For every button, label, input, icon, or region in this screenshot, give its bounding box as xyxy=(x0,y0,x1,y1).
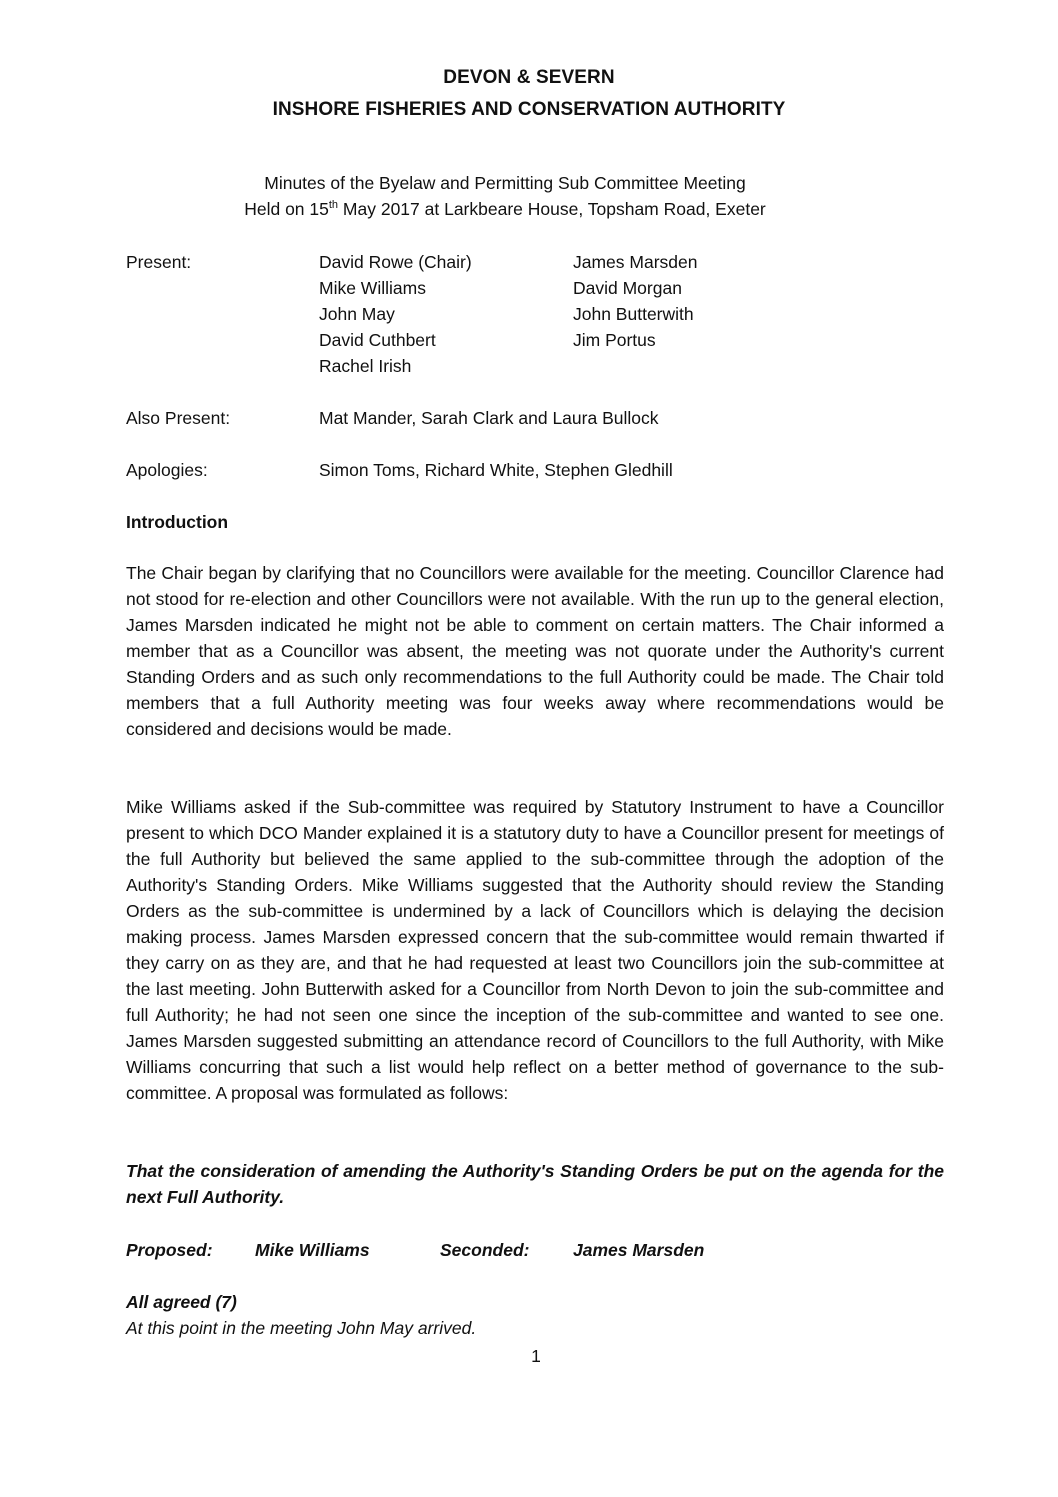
document-title-line-1: DEVON & SEVERN xyxy=(443,67,615,88)
present-label: Present: xyxy=(126,252,192,272)
also-present-label: Also Present: xyxy=(126,408,231,428)
document-title-line-2: INSHORE FISHERIES AND CONSERVATION AUTHORITY xyxy=(272,99,786,120)
proposed-label: Proposed: xyxy=(126,1240,213,1260)
vote-result: All agreed (7) xyxy=(126,1292,237,1312)
meeting-title: Minutes of the Byelaw and Permitting Sub Committee Meeting xyxy=(264,173,746,193)
meeting-date-rest: May 2017 at Larkbeare House, Topsham Road, Exeter xyxy=(338,199,766,219)
date-ordinal-suffix: th xyxy=(328,199,339,212)
present-list-column-2 xyxy=(573,249,698,353)
meeting-note: At this point in the meeting John May arrived. xyxy=(126,1318,477,1338)
present-list-column-1 xyxy=(319,249,472,379)
present-member: Jim Portus xyxy=(573,330,656,350)
apologies-value: Simon Toms, Richard White, Stephen Gledhill xyxy=(319,460,673,480)
present-member: David Rowe (Chair) xyxy=(319,252,472,272)
present-member: David Cuthbert xyxy=(319,330,436,350)
apologies-label: Apologies: xyxy=(126,460,208,480)
motion-text: That the consideration of amending the Authority's Standing Orders be put on the agenda for the next Full Authority. xyxy=(126,1161,944,1207)
present-member: Mike Williams xyxy=(319,278,426,298)
proposed-name: Mike Williams xyxy=(255,1240,370,1260)
introduction-paragraph-2: Mike Williams asked if the Sub-committee was required by Statutory Instrument to have a Councillor present to which DCO Mander explained it is a statutory duty to have a Councillor present for meetings of the full Authority but believed the same applied to the sub-committee through the adoption of the Authority's Standing Orders. Mike Williams suggested that the Authority should review the Standing Orders as the sub-committee is undermined by a lack of Councillors which is delaying the decision making process. James Marsden expressed concern that the sub-committee would remain thwarted if they carry on as they are, and that he had requested at least two Councillors join the sub-committee at the last meeting. John Butterwith asked for a Councillor from North Devon to join the sub-committee and full Authority; he had not seen one since the inception of the sub-committee and wanted to see one. James Marsden suggested submitting an attendance record of Councillors to the full Authority, with Mike Williams concurring that such a list would help reflect on a better method of governance to the sub-committee. A proposal was formulated as follows: xyxy=(126,797,944,1103)
also-present-value: Mat Mander, Sarah Clark and Laura Bullock xyxy=(319,408,659,428)
meeting-date-prefix: Held on 15 xyxy=(244,199,329,219)
page-number: 1 xyxy=(531,1346,541,1366)
seconded-name: James Marsden xyxy=(573,1240,705,1260)
present-member: John Butterwith xyxy=(573,304,694,324)
present-member: Rachel Irish xyxy=(319,356,412,376)
present-member: David Morgan xyxy=(573,278,682,298)
meeting-date-location xyxy=(0,199,1010,220)
present-member: John May xyxy=(319,304,395,324)
introduction-heading: Introduction xyxy=(126,512,229,532)
present-member: James Marsden xyxy=(573,252,698,272)
seconded-label: Seconded: xyxy=(440,1240,530,1260)
introduction-paragraph-1: The Chair began by clarifying that no Councillors were available for the meeting. Councillor Clarence had not stood for re-election and other Councillors were not available. With the run up to the general election, James Marsden indicated he might not be able to comment on certain matters. The Chair informed a member that as a Councillor was absent, the meeting was not quorate under the Authority's current Standing Orders and as such only recommendations to the full Authority could be made. The Chair told members that a full Authority meeting was four weeks away where recommendations would be considered and decisions would be made. xyxy=(126,563,944,739)
